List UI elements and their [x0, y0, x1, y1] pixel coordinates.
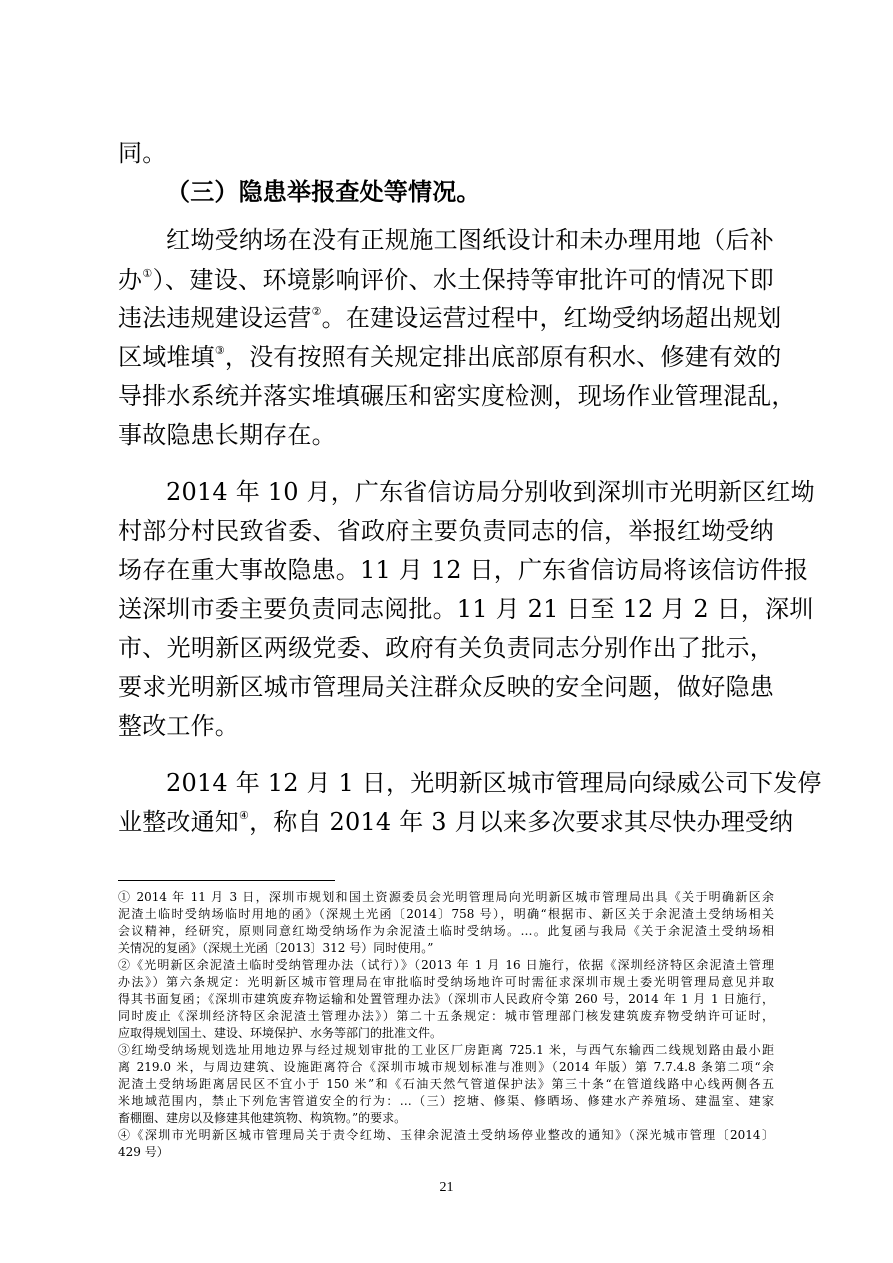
footnote-ref-4[interactable]: ④	[239, 809, 250, 822]
footnote-ref-3[interactable]: ③	[214, 344, 225, 357]
footnote-ref-2[interactable]: ②	[311, 305, 322, 318]
paragraph-line: 2014 年 10 月，广东省信访局分别收到深圳市光明新区红坳	[166, 478, 815, 506]
section-heading: （三）隐患举报查处等情况。	[166, 177, 481, 206]
paragraph-line: 整改工作。	[118, 712, 239, 740]
footnote-line: 畜棚圈、建房以及修建其他建筑物、构筑物。”的要求。	[118, 1111, 407, 1125]
paragraph-line: 违法违规建设运营②。在建设运营过程中，红坳受纳场超出规划	[118, 304, 782, 332]
page-number: 21	[439, 1180, 454, 1195]
footnote-line: 429 号）	[118, 1145, 169, 1159]
footnote-line: 米地域范围内，禁止下列危害管道安全的行为：…（三）挖塘、修渠、修晒场、修建水产养殖场、建温室、建家	[118, 1094, 774, 1108]
footnote-divider	[118, 880, 335, 881]
paragraph-line: 送深圳市委主要负责同志阅批。11 月 21 日至 12 月 2 日，深圳	[118, 595, 814, 623]
footnote-ref-1[interactable]: ①	[142, 267, 153, 280]
paragraph-line: 事故隐患长期存在。	[118, 421, 336, 449]
footnote-line: 得其书面复函；《深圳市建筑废弃物运输和处置管理办法》（深圳市人民政府令第 260 号，2014 年 1 月 1 日施行，	[118, 992, 774, 1006]
footnote-line: 应取得规划国土、建设、环境保护、水务等部门的批准文件。	[118, 1026, 443, 1040]
footnote-line: ②《光明新区余泥渣土临时受纳管理办法（试行）》（2013 年 1 月 16 日施行，依据《深圳经济特区余泥渣土管理	[118, 958, 774, 972]
paragraph-line: 市、光明新区两级党委、政府有关负责同志分别作出了批示，	[118, 634, 774, 662]
continued-line: 同。	[118, 139, 167, 167]
footnote-line: ④《深圳市光明新区城市管理局关于责令红坳、玉律余泥渣土受纳场停业整改的通知》（深光城市管理〔2014〕	[118, 1128, 774, 1142]
footnote-line: ① 2014 年 11 月 3 日，深圳市规划和国土资源委员会光明管理局向光明新区城市管理局出具《关于明确新区余	[118, 890, 774, 904]
paragraph-line: 办①）、建设、环境影响评价、水土保持等审批许可的情况下即	[118, 266, 775, 294]
paragraph-line: 村部分村民致省委、省政府主要负责同志的信，举报红坳受纳	[118, 517, 774, 545]
footnote-line: 会议精神，经研究，原则同意红坳受纳场作为余泥渣土临时受纳场。…。此复函与我局《关于余泥渣土受纳场相	[118, 924, 774, 938]
footnote-line: 离 219.0 米，与周边建筑、设施距离符合《深圳市城市规划标准与准则》（2014 年版）第 7.7.4.8 条第二项“余	[118, 1060, 774, 1074]
paragraph-line: 区域堆填③，没有按照有关规定排出底部原有积水、修建有效的	[118, 343, 782, 371]
paragraph-line: 要求光明新区城市管理局关注群众反映的安全问题，做好隐患	[118, 673, 774, 701]
footnote-line: 泥渣土临时受纳场临时用地的函》（深规土光函〔2014〕758 号），明确“根据市、新区关于余泥渣土受纳场相关	[118, 907, 774, 921]
paragraph-line: 场存在重大事故隐患。11 月 12 日，广东省信访局将该信访件报	[118, 556, 809, 584]
paragraph-line: 红坳受纳场在没有正规施工图纸设计和未办理用地（后补	[166, 226, 774, 254]
footnote-line: 办法》）第六条规定：光明新区城市管理局在审批临时受纳场地许可时需征求深圳市规土委光明管理局意见并取	[118, 975, 774, 989]
footnote-line: ③红坳受纳场规划选址用地边界与经过规划审批的工业区厂房距离 725.1 米，与西气东输西二线规划路由最小距	[118, 1043, 774, 1057]
paragraph-line: 导排水系统并落实堆填碾压和密实度检测，现场作业管理混乱，	[118, 382, 796, 410]
paragraph-line: 2014 年 12 月 1 日，光明新区城市管理局向绿威公司下发停	[166, 769, 822, 797]
footnote-line: 泥渣土受纳场距离居民区不宜小于 150 米”和《石油天然气管道保护法》第三十条“在管道线路中心线两侧各五	[118, 1077, 774, 1091]
footnote-line: 同时废止《深圳经济特区余泥渣土管理办法》）第二十五条规定：城市管理部门核发建筑废弃物受纳许可证时，	[118, 1009, 774, 1023]
footnote-line: 关情况的复函》（深规土光函〔2013〕312 号）同时使用。”	[118, 941, 434, 955]
paragraph-line: 业整改通知④，称自 2014 年 3 月以来多次要求其尽快办理受纳	[118, 808, 794, 836]
